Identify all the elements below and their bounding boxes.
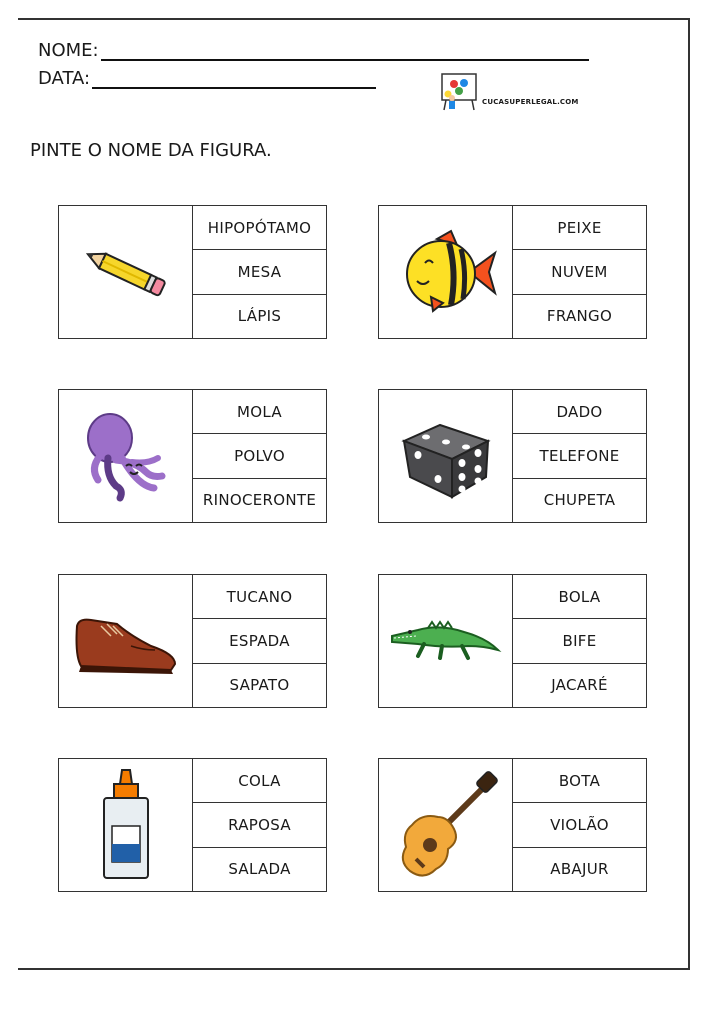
alligator-icon xyxy=(388,616,504,666)
card-6-option-1[interactable]: BOLA xyxy=(513,575,646,619)
card-4-picture xyxy=(379,390,513,522)
card-8-picture xyxy=(379,759,513,891)
card-5-option-1[interactable]: TUCANO xyxy=(193,575,326,619)
pencil-icon xyxy=(76,242,176,302)
card-8-option-1[interactable]: BOTA xyxy=(513,759,646,803)
shoe-icon xyxy=(71,606,181,676)
card-5 xyxy=(58,574,327,708)
card-3-option-2[interactable]: POLVO xyxy=(193,434,326,478)
card-6 xyxy=(378,574,647,708)
card-3 xyxy=(58,389,327,523)
card-3-option-3[interactable]: RINOCERONTE xyxy=(202,491,317,510)
name-label: NOME: xyxy=(38,40,99,61)
card-8 xyxy=(378,758,647,892)
card-1-option-2[interactable]: MESA xyxy=(193,250,326,294)
page-border-right xyxy=(688,18,690,970)
card-8-option-2[interactable]: VIOLÃO xyxy=(513,803,646,847)
card-5-option-2[interactable]: ESPADA xyxy=(193,619,326,663)
card-7-option-1[interactable]: COLA xyxy=(193,759,326,803)
page-border-bottom xyxy=(18,968,690,970)
card-3-option-1[interactable]: MOLA xyxy=(193,390,326,434)
card-4 xyxy=(378,389,647,523)
card-1-option-3[interactable]: LÁPIS xyxy=(237,307,282,326)
card-7-option-3[interactable]: SALADA xyxy=(228,860,291,879)
logo-icon xyxy=(438,72,588,112)
card-2-option-3[interactable]: FRANGO xyxy=(546,307,613,326)
card-3-picture xyxy=(59,390,193,522)
card-6-option-3[interactable]: JACARÉ xyxy=(551,676,608,695)
card-4-option-3[interactable]: CHUPETA xyxy=(543,491,616,510)
card-5-option-3[interactable]: SAPATO xyxy=(229,676,290,695)
page-border-top xyxy=(18,18,690,20)
logo-text: CUCASUPERLEGAL.COM xyxy=(482,98,579,106)
card-4-option-2[interactable]: TELEFONE xyxy=(513,434,646,478)
card-2-picture xyxy=(379,206,513,338)
octopus-icon xyxy=(76,406,176,506)
card-7-picture xyxy=(59,759,193,891)
card-8-option-3[interactable]: ABAJUR xyxy=(550,860,609,879)
glue-icon xyxy=(96,768,156,882)
guitar-icon xyxy=(388,767,504,883)
dice-icon xyxy=(396,411,496,501)
date-field xyxy=(38,68,376,89)
card-1 xyxy=(58,205,327,339)
card-2-option-2[interactable]: NUVEM xyxy=(513,250,646,294)
card-1-picture xyxy=(59,206,193,338)
card-7-option-2[interactable]: RAPOSA xyxy=(193,803,326,847)
fish-icon xyxy=(391,227,501,317)
card-6-option-2[interactable]: BIFE xyxy=(513,619,646,663)
card-2-option-1[interactable]: PEIXE xyxy=(513,206,646,250)
card-6-picture xyxy=(379,575,513,707)
name-line[interactable] xyxy=(101,41,589,61)
card-7 xyxy=(58,758,327,892)
card-2 xyxy=(378,205,647,339)
name-field xyxy=(38,40,589,61)
card-5-picture xyxy=(59,575,193,707)
card-1-option-1[interactable]: HIPOPÓTAMO xyxy=(193,206,326,250)
card-4-option-1[interactable]: DADO xyxy=(513,390,646,434)
date-label: DATA: xyxy=(38,68,91,89)
instruction-text: PINTE O NOME DA FIGURA. xyxy=(30,140,272,161)
date-line[interactable] xyxy=(92,69,376,89)
